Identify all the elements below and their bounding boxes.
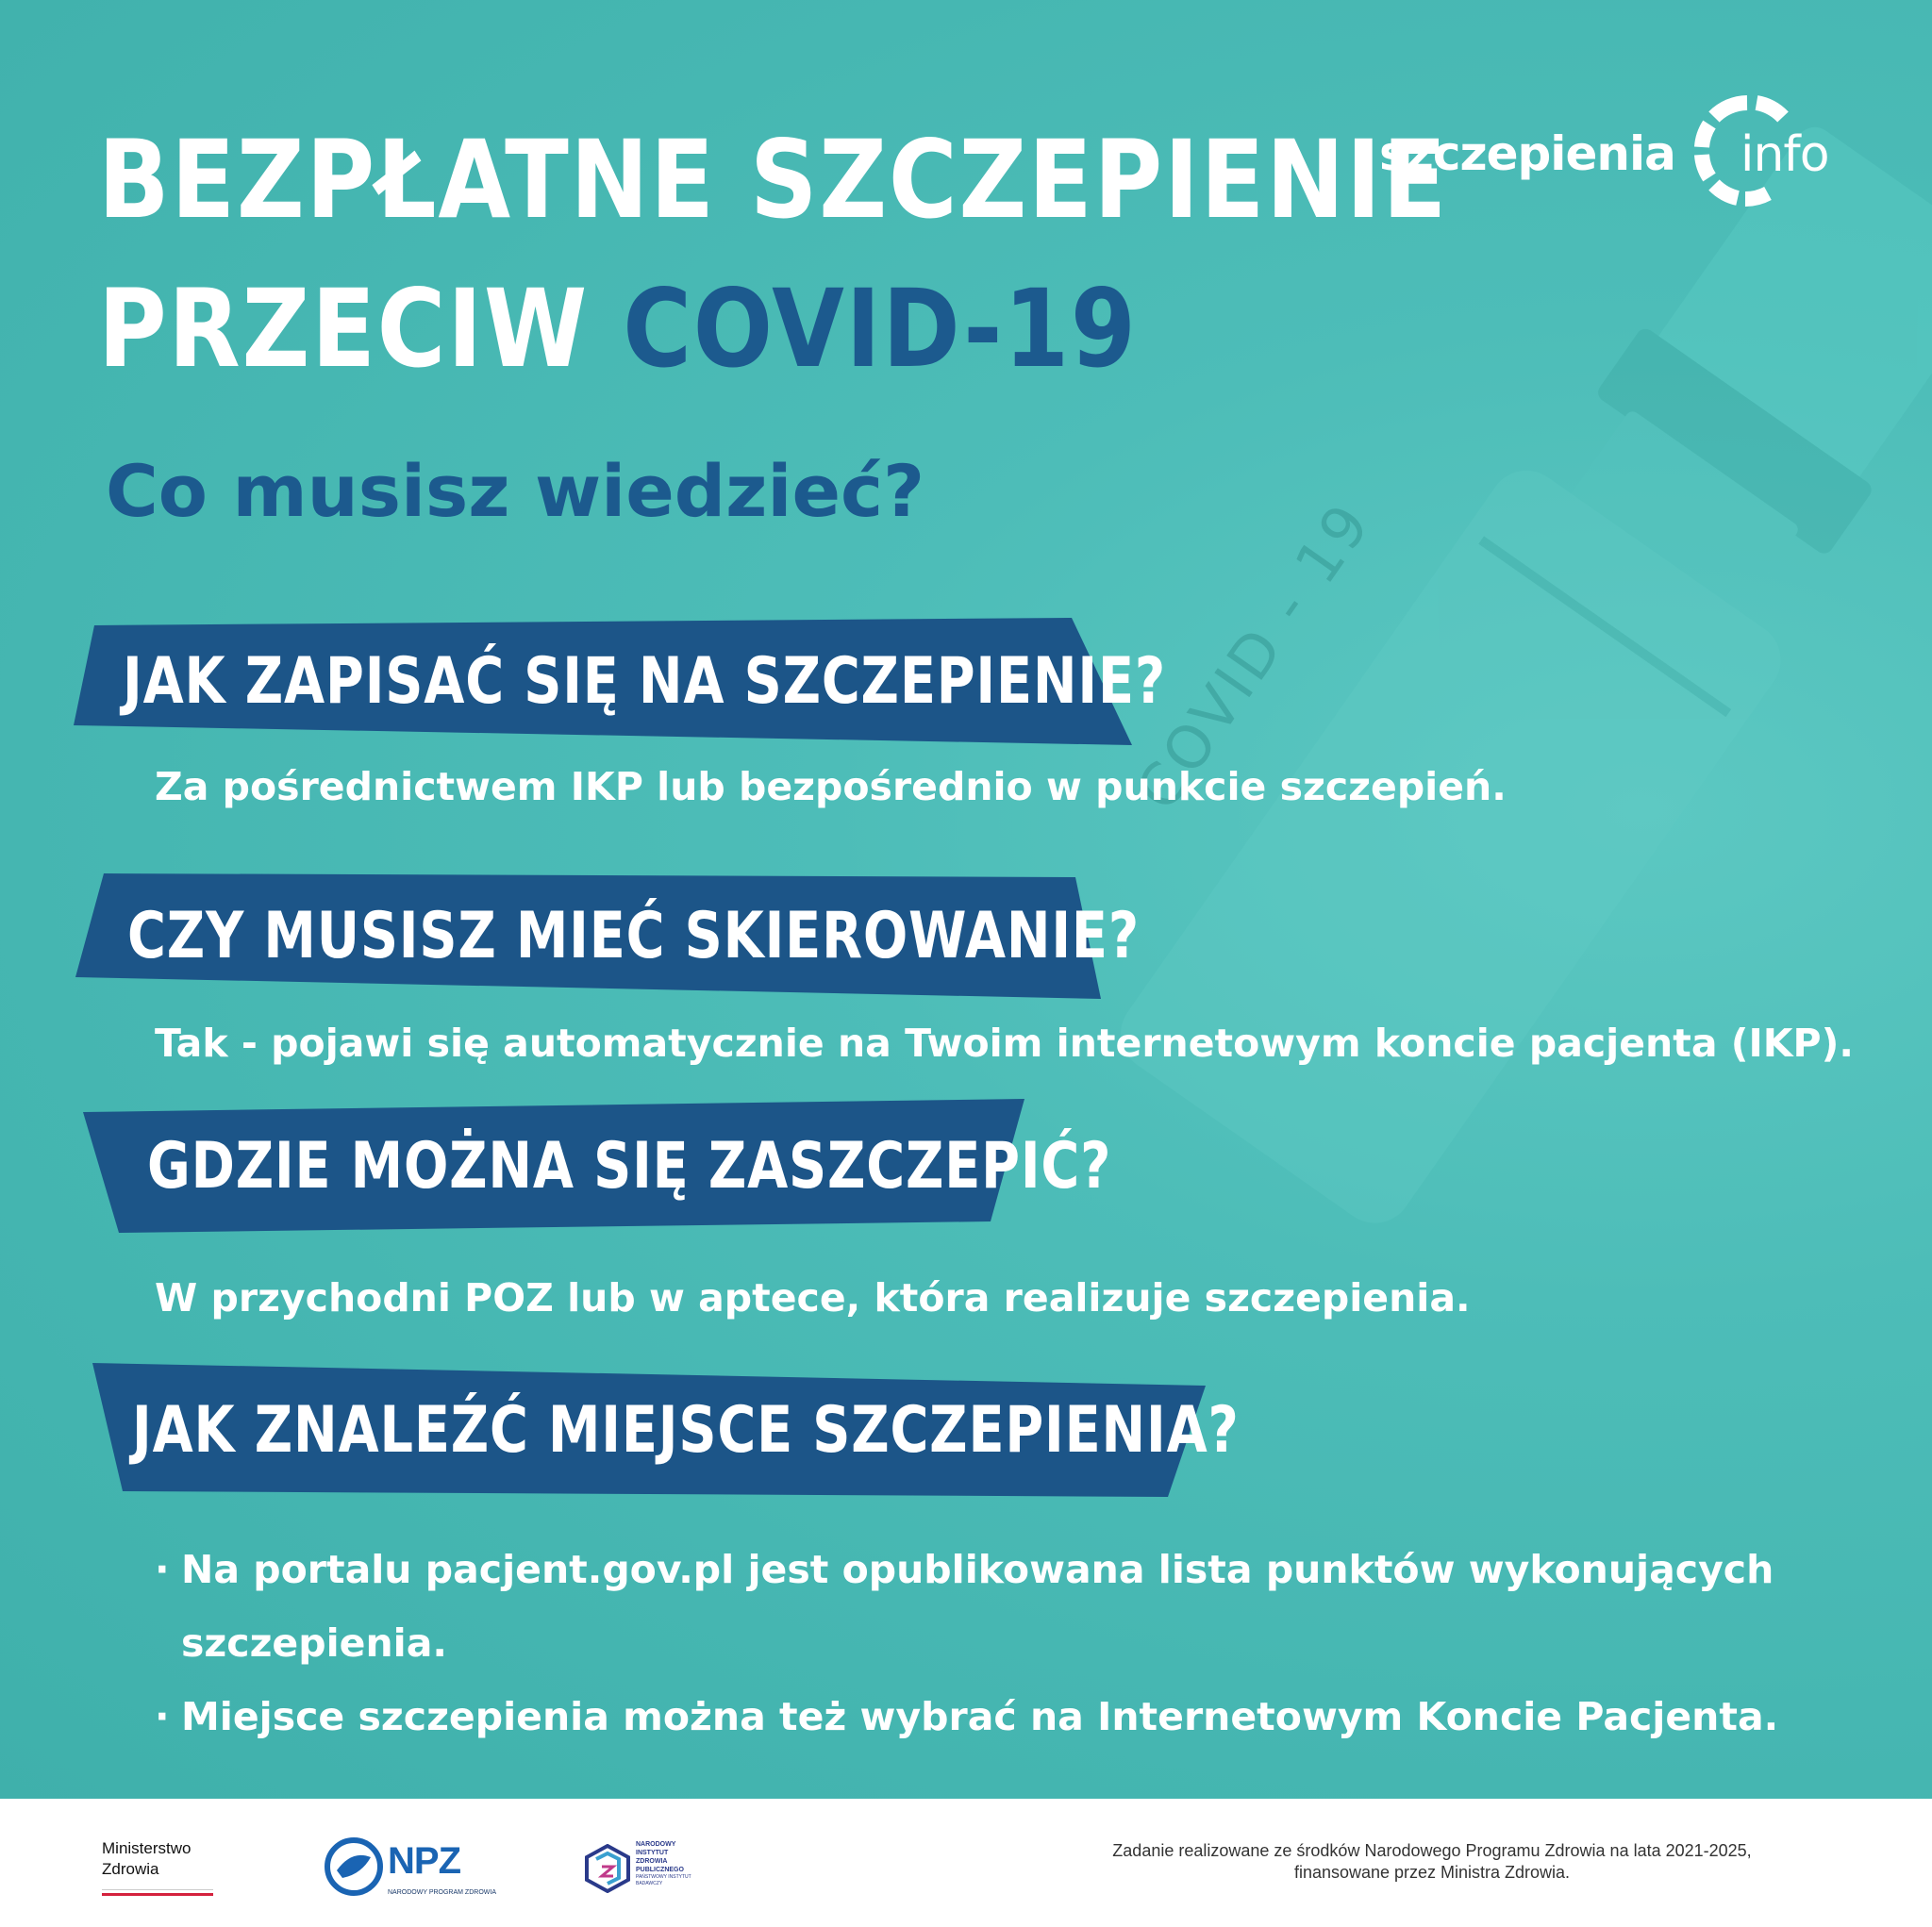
bullet-text: Na portalu pacjent.gov.pl jest opublikowana lista punktów wykonujących szczepienia. (181, 1547, 1774, 1666)
nizp-line: NARODOWY (636, 1841, 676, 1848)
credit-line-2: finansowane przez Ministra Zdrowia. (1293, 1863, 1571, 1882)
nizp-line: ZDROWIA (636, 1858, 668, 1865)
question-4: JAK ZNALEŹĆ MIEJSCE SZCZEPIENIA? (132, 1392, 1240, 1468)
nizp-emblem-icon (583, 1844, 632, 1893)
funding-credit (1045, 1840, 1819, 1884)
nizp-line: PAŃSTWOWY INSTYTUT (636, 1874, 691, 1880)
brand-suffix: info (1740, 126, 1829, 183)
nizp-logo (583, 1835, 715, 1906)
brand-word: szczepienia (1379, 126, 1675, 181)
answer-3: W przychodni POZ lub w aptece, która realizuje szczepienia. (155, 1275, 1471, 1321)
vial-label: COVID - 19 (1123, 489, 1385, 822)
flag-bar (102, 1889, 213, 1895)
ministry-line-2: Zdrowia (102, 1860, 159, 1878)
answer-4-list (155, 1533, 1860, 1753)
npz-logo (324, 1836, 496, 1902)
subtitle: Co musisz wiedzieć? (106, 449, 925, 533)
question-banner-3 (83, 1099, 1112, 1233)
question-banner-2 (75, 873, 1140, 999)
list-item (155, 1533, 1860, 1680)
bullet-marker: · (155, 1547, 170, 1592)
question-banner-1 (74, 618, 1167, 745)
answer-2: Tak - pojawi się automatycznie na Twoim internetowym koncie pacjenta (IKP). (155, 1021, 1854, 1066)
npz-wordmark: NPZ (388, 1840, 460, 1882)
question-3: GDZIE MOŻNA SIĘ ZASZCZEPIĆ? (147, 1128, 1112, 1204)
nizp-text (636, 1840, 711, 1887)
bullet-marker: · (155, 1694, 170, 1739)
answer-1: Za pośrednictwem IKP lub bezpośrednio w punkcie szczepień. (155, 764, 1507, 809)
nizp-line: PUBLICZNEGO (636, 1867, 684, 1873)
npz-globe-icon (324, 1836, 384, 1897)
bullet-text: Miejsce szczepienia można też wybrać na Internetowym Koncie Pacjenta. (181, 1694, 1779, 1739)
szczepienia-info-logo (1379, 89, 1870, 211)
question-1: JAK ZAPISAĆ SIĘ NA SZCZEPIENIE? (123, 644, 1167, 719)
ministry-line-1: Ministerstwo (102, 1839, 192, 1857)
question-2: CZY MUSISZ MIEĆ SKIEROWANIE? (127, 899, 1140, 973)
credit-line-1: Zadanie realizowane ze środków Narodowego Programu Zdrowia na lata 2021-2025, (1112, 1841, 1752, 1860)
ministerstwo-zdrowia-logo (102, 1838, 191, 1880)
nizp-line: BADAWCZY (636, 1881, 663, 1886)
page-title (98, 106, 1448, 404)
title-line-1: BEZPŁATNE SZCZEPIENIE (98, 117, 1448, 242)
footer (0, 1799, 1932, 1927)
title-line-2-prefix: PRZECIW (98, 266, 624, 391)
list-item (155, 1680, 1860, 1753)
npz-subtitle: NARODOWY PROGRAM ZDROWIA (388, 1889, 496, 1896)
nizp-line: INSTYTUT (636, 1850, 669, 1856)
title-line-2-accent: COVID-19 (623, 266, 1138, 391)
question-banner-4 (92, 1363, 1240, 1497)
